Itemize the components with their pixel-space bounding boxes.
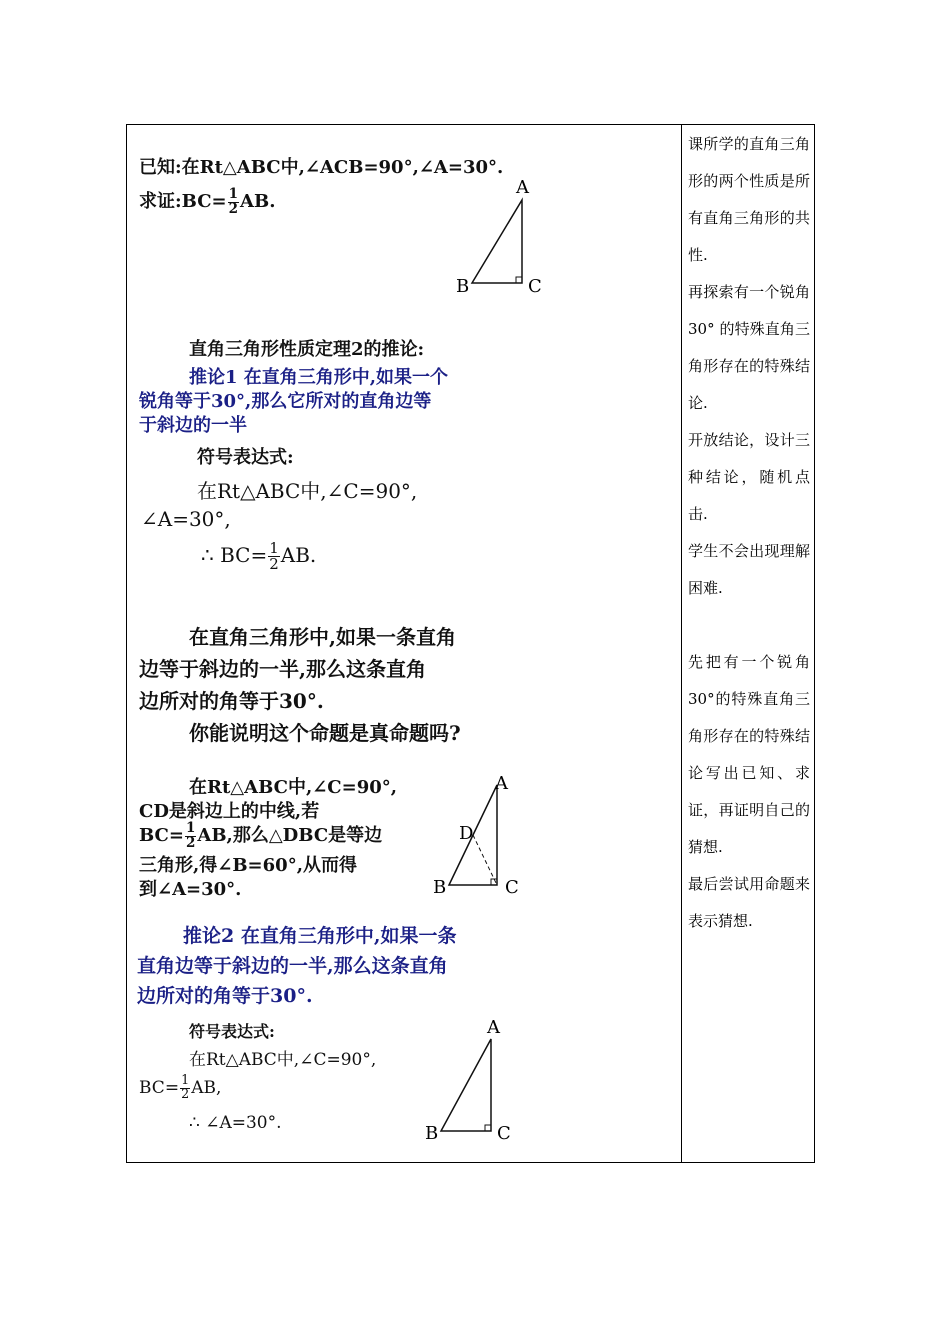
- fraction: $\frac{1}{2}$: [228, 186, 239, 217]
- proof-line4: 三角形,得∠B=60°,从而得: [139, 855, 357, 876]
- median-line: [473, 835, 497, 885]
- symbol-line3: [201, 541, 316, 572]
- vertex-label-d: D: [459, 823, 474, 844]
- corollary1-line3: 于斜边的一半: [139, 415, 247, 436]
- corollary2-line3: 边所对的角等于30°.: [137, 985, 313, 1007]
- triangle-figure-2: [427, 765, 537, 898]
- proof-line3-prefix: BC=: [139, 825, 184, 846]
- side-notes-column: [688, 126, 810, 940]
- symbol2-line2-suffix: AB,: [191, 1077, 222, 1098]
- vertex-label-c: C: [505, 877, 519, 898]
- proof-line5: 到∠A=30°.: [139, 879, 242, 900]
- symbol-line3-prefix: ∴ BC=: [201, 543, 268, 567]
- symbol-line3-suffix: AB.: [280, 543, 317, 567]
- proposition-question: 你能说明这个命题是真命题吗?: [189, 721, 461, 745]
- prove-suffix: AB.: [240, 191, 276, 212]
- symbol-line2: ∠A=30°,: [141, 507, 231, 531]
- proof-line1: 在Rt△ABC中,∠C=90°,: [189, 777, 398, 798]
- corollary2-line2: 直角边等于斜边的一半,那么这条直角: [137, 955, 448, 977]
- column-divider: [681, 124, 682, 1163]
- vertex-label-c: C: [497, 1123, 511, 1144]
- fraction: $\frac{1}{2}$: [269, 539, 279, 573]
- side-note-6: 最后尝试用命题来表示猜想.: [688, 875, 810, 930]
- symbol2-line3: ∴ ∠A=30°.: [189, 1113, 282, 1133]
- corollary1-line1: 推论1 在直角三角形中,如果一个: [189, 367, 449, 388]
- fraction: $\frac{1}{2}$: [181, 1073, 190, 1102]
- vertex-label-b: B: [456, 276, 470, 297]
- proof-line3: [139, 821, 382, 850]
- triangle-figure-3: [419, 1015, 529, 1145]
- prove-statement: [139, 187, 275, 216]
- symbol-label-2: 符号表达式:: [189, 1022, 275, 1041]
- vertex-label-b: B: [433, 877, 447, 898]
- vertex-label-a: A: [487, 1017, 500, 1038]
- proof-line3-suffix: AB,那么△DBC是等边: [197, 825, 383, 846]
- proposition-line1: 在直角三角形中,如果一条直角: [189, 625, 456, 649]
- side-note-3: 开放结论，设计三种结论，随机点击.: [688, 431, 810, 523]
- triangle-shape: [472, 200, 522, 283]
- proposition-line3: 边所对的角等于30°.: [139, 689, 324, 713]
- triangle-shape: [441, 1039, 491, 1131]
- fraction: $\frac{1}{2}$: [185, 820, 196, 851]
- symbol-label: 符号表达式:: [197, 447, 294, 468]
- symbol-line1: 在Rt△ABC中,∠C=90°,: [197, 479, 418, 503]
- symbol2-line2-prefix: BC=: [139, 1077, 180, 1098]
- side-note-5: 先把有一个锐角30°的特殊直角三角形存在的特殊结论写出已知、求证，再证明自己的猜想.: [688, 653, 810, 856]
- symbol2-line1: 在Rt△ABC中,∠C=90°,: [189, 1050, 377, 1070]
- proposition-line2: 边等于斜边的一半,那么这条直角: [139, 657, 426, 681]
- corollary2-line1: 推论2 在直角三角形中,如果一条: [183, 925, 457, 947]
- vertex-label-a: A: [495, 773, 508, 794]
- given-statement: 已知:在Rt△ABC中,∠ACB=90°,∠A=30°.: [139, 157, 504, 178]
- corollary1-line2: 锐角等于30°,那么它所对的直角边等: [139, 391, 432, 412]
- vertex-label-b: B: [425, 1123, 439, 1144]
- prove-prefix: 求证:BC=: [139, 191, 227, 212]
- vertex-label-a: A: [516, 177, 529, 198]
- main-column: [127, 125, 681, 1162]
- proof-line2: CD是斜边上的中线,若: [139, 801, 320, 822]
- side-note-2: 再探索有一个锐角 30° 的特殊直角三角形存在的特殊结论.: [688, 283, 810, 412]
- right-angle-mark: [516, 277, 522, 283]
- side-note-1: 课所学的直角三角形的两个性质是所有直角三角形的共性.: [688, 135, 810, 264]
- triangle-figure-1: [452, 175, 552, 295]
- section-heading: 直角三角形性质定理2的推论:: [189, 339, 425, 360]
- symbol2-line2: [139, 1075, 221, 1102]
- vertex-label-c: C: [528, 276, 542, 297]
- side-note-4: 学生不会出现理解困难.: [688, 542, 810, 597]
- right-angle-mark: [485, 1125, 491, 1131]
